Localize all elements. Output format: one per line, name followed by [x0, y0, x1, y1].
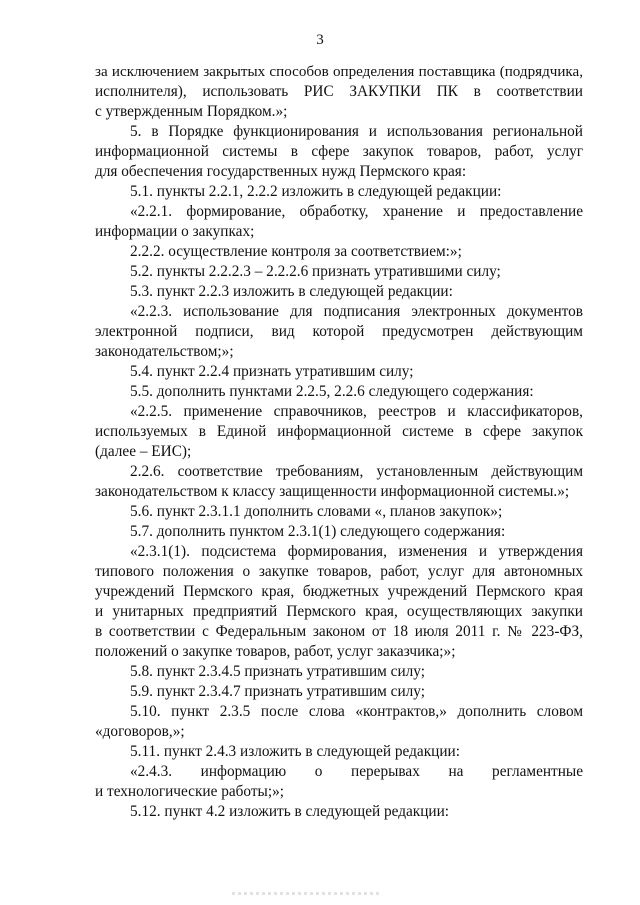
text-line: 5.2. пункты 2.2.2.3 – 2.2.2.6 признать утратившими силу; [130, 263, 501, 280]
text-line: электронной подписи, вид которой предусмотрен действующим [95, 323, 583, 340]
text-line: «2.4.3. информацию о перерывах на регламентные [130, 763, 583, 780]
text-line: 5.9. пункт 2.3.4.7 признать утратившим силу; [130, 683, 425, 700]
text-line: законодательством;»; [95, 343, 234, 360]
text-line: 5.4. пункт 2.2.4 признать утратившим силу; [130, 363, 414, 380]
text-line: 5. в Порядке функционирования и использования региональной [130, 123, 583, 140]
text-line: для обеспечения государственных нужд Пермского края: [95, 163, 467, 180]
text-line: в соответствии с Федеральным законом от 18 июля 2011 г. № 223-ФЗ, [95, 623, 583, 640]
text-line: информационной системы в сфере закупок товаров, работ, услуг [95, 143, 583, 160]
text-line: 5.10. пункт 2.3.5 после слова «контрактов,» дополнить словом [130, 703, 583, 720]
text-line: 2.2.2. осуществление контроля за соответствием:»; [130, 243, 462, 260]
text-line: 2.2.6. соответствие требованиям, установленным действующим [130, 463, 583, 480]
text-line: используемых в Единой информационной системе в сфере закупок [95, 423, 583, 440]
text-line: и унитарных предприятий Пермского края, осуществляющих закупки [95, 603, 583, 620]
scan-artifact [232, 892, 382, 895]
text-line: и технологические работы;»; [95, 783, 284, 800]
text-line: 5.6. пункт 2.3.1.1 дополнить словами «, планов закупок»; [130, 503, 503, 520]
text-line: 5.11. пункт 2.4.3 изложить в следующей редакции: [130, 743, 460, 760]
text-line: типового положения о закупке товаров, работ, услуг для автономных [95, 563, 583, 580]
text-line: «2.2.1. формирование, обработку, хранение и предоставление [130, 203, 583, 220]
text-line: 5.7. дополнить пунктом 2.3.1(1) следующего содержания: [130, 523, 506, 540]
text-line: учреждений Пермского края, бюджетных учреждений Пермского края [95, 583, 583, 600]
page-number: 3 [316, 32, 324, 48]
text-line: законодательством к классу защищенности информационной системы.»; [95, 483, 570, 500]
text-line: с утвержденным Порядком.»; [95, 103, 288, 120]
text-line: за исключением закрытых способов определения поставщика (подрядчика, [95, 64, 583, 80]
text-line: 5.1. пункты 2.2.1, 2.2.2 изложить в следующей редакции: [130, 183, 502, 200]
text-line: 5.8. пункт 2.3.4.5 признать утратившим силу; [130, 663, 425, 680]
text-line: «2.2.5. применение справочников, реестров и классификаторов, [130, 403, 583, 420]
text-line: положений о закупке товаров, работ, услуг заказчика;»; [95, 643, 456, 660]
text-line: «2.3.1(1). подсистема формирования, изменения и утверждения [130, 543, 583, 560]
text-line: 5.5. дополнить пунктами 2.2.5, 2.2.6 следующего содержания: [130, 383, 534, 400]
text-line: информации о закупках; [95, 223, 255, 240]
text-line: (далее – ЕИС); [95, 443, 192, 460]
text-line: 5.3. пункт 2.2.3 изложить в следующей редакции: [130, 283, 453, 300]
text-line: «договоров,»; [95, 723, 185, 740]
text-line: исполнителя), использовать РИС ЗАКУПКИ ПК в соответствии [95, 83, 583, 100]
text-line: «2.2.3. использование для подписания электронных документов [130, 303, 583, 320]
text-line: 5.12. пункт 4.2 изложить в следующей редакции: [130, 803, 450, 820]
